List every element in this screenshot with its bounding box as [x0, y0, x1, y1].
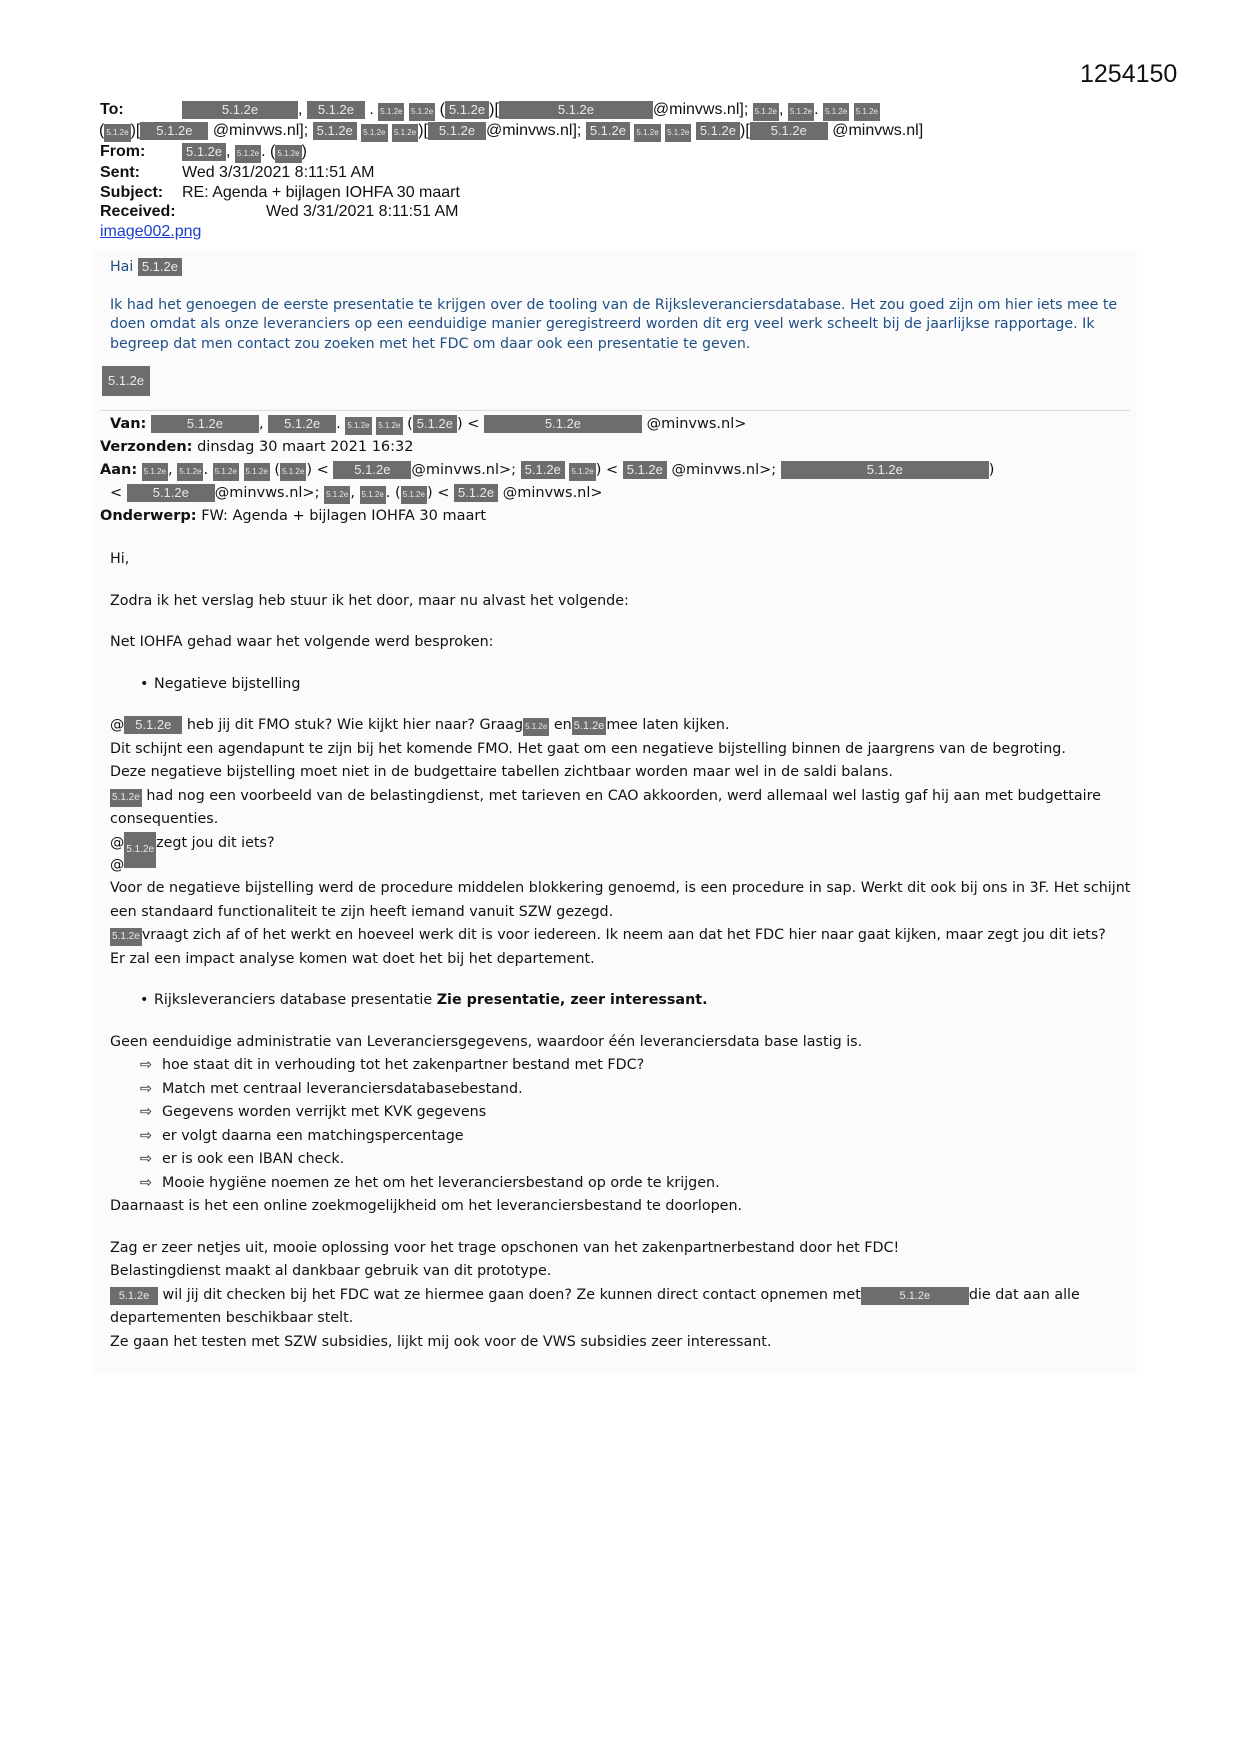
redaction: 5.1.2e: [124, 716, 182, 734]
redaction: 5.1.2e: [454, 484, 498, 502]
redaction: 5.1.2e: [345, 417, 371, 435]
bullet-item: • Rijksleveranciers database presentatie Zie presentatie, zeer interessant.: [110, 989, 1137, 1013]
email-domain: @minvws.nl]: [832, 122, 924, 139]
van-label: Van:: [110, 416, 147, 432]
redaction: 5.1.2e: [623, 461, 667, 479]
arrow-icon: ⇨: [140, 1104, 152, 1120]
redaction: 5.1.2e: [235, 145, 261, 163]
redaction: 5.1.2e: [753, 103, 779, 121]
signature-redaction: 5.1.2e: [102, 366, 150, 396]
message-body: [92, 250, 1137, 1374]
redaction: 5.1.2e: [244, 463, 270, 481]
sent-label: Sent:: [100, 164, 140, 181]
redaction: 5.1.2e: [854, 103, 880, 121]
redaction: 5.1.2e: [177, 463, 203, 481]
arrow-icon: ⇨: [140, 1080, 152, 1097]
redaction: 5.1.2e: [445, 101, 489, 119]
redaction: 5.1.2e: [333, 461, 411, 479]
redaction: 5.1.2e: [213, 463, 239, 481]
arrow-icon: ⇨: [140, 1127, 152, 1144]
redaction: 5.1.2e: [788, 103, 814, 121]
arrow-icon: ⇨: [140, 1151, 152, 1167]
arrow-icon: ⇨: [140, 1174, 152, 1191]
redaction: 5.1.2e: [378, 103, 404, 121]
email-domain: @minvws.nl>: [502, 485, 603, 501]
aan-label: Aan:: [100, 462, 138, 478]
saldi-text: Deze negatieve bijstelling moet niet in de budgettaire tabellen zichtbaar worden maar wel in de saldi balans.: [110, 764, 893, 780]
redaction: 5.1.2e: [182, 101, 298, 119]
email-domain: @minvws.nl];: [485, 122, 582, 139]
reply-section: [92, 258, 1137, 396]
redaction: 5.1.2e: [138, 258, 182, 276]
redaction: 5.1.2e: [142, 463, 168, 481]
redaction: 5.1.2e: [110, 928, 142, 946]
redaction: 5.1.2e: [182, 143, 226, 161]
arrow-item: ⇨ Mooie hygiëne noemen ze het om het leveranciersbestand op orde te krijgen.: [110, 1172, 1137, 1196]
arrow-item: ⇨ er is ook een IBAN check.: [110, 1148, 1137, 1172]
subject-row: [100, 183, 1140, 203]
intro-text: Zodra ik het verslag heb stuur ik het door, maar nu alvast het volgende:: [110, 592, 629, 609]
impact-text: Er zal een impact analyse komen wat doet het bij het departement.: [110, 950, 595, 967]
email-domain: @minvws.nl>;: [671, 462, 777, 478]
fmo-agenda-text: Dit schijnt een agendapunt te zijn bij het komende FMO. Het gaat om een negatieve bijstelling binnen de jaargrens van de begroting.: [110, 740, 1066, 757]
received-value: Wed 3/31/2021 8:11:51 AM: [266, 203, 459, 220]
redaction: 5.1.2e: [307, 101, 365, 119]
redaction: 5.1.2e: [110, 1287, 158, 1305]
bullet-item: • Negatieve bijstelling: [110, 673, 1137, 697]
redaction: 5.1.2e: [572, 717, 607, 735]
redaction: 5.1.2e: [104, 124, 130, 142]
sent-row: [100, 163, 1140, 183]
redaction: 5.1.2e: [484, 415, 642, 433]
email-domain: @minvws.nl>: [646, 416, 747, 432]
separator: [100, 410, 1130, 411]
redaction: 5.1.2e: [665, 124, 691, 142]
redaction: 5.1.2e: [428, 122, 486, 140]
belasting2-text: Belastingdienst maakt al dankbaar gebruik van dit prototype.: [110, 1263, 552, 1279]
document-number: 1254150: [1080, 60, 1178, 88]
greeting: Hai: [110, 259, 134, 275]
sent-value: Wed 3/31/2021 8:11:51 AM: [182, 164, 375, 181]
arrow-item: ⇨ Match met centraal leveranciersdatabasebestand.: [110, 1078, 1137, 1102]
redaction: 5.1.2e: [324, 486, 350, 504]
email-header: [100, 100, 1140, 241]
redaction: 5.1.2e: [521, 461, 565, 479]
received-label: Received:: [100, 203, 176, 220]
redaction: 5.1.2e: [413, 415, 457, 433]
testen-text: Ze gaan het testen met SZW subsidies, lijkt mij ook voor de VWS subsidies zeer interessant.: [110, 1333, 772, 1350]
redaction: 5.1.2e: [392, 124, 418, 142]
email-domain: @minvws.nl>;: [411, 462, 517, 478]
arrow-item: ⇨ Gegevens worden verrijkt met KVK gegevens: [110, 1101, 1137, 1125]
redaction: 5.1.2e: [750, 122, 828, 140]
redaction: 5.1.2e: [127, 484, 215, 502]
onderwerp-value: FW: Agenda + bijlagen IOHFA 30 maart: [201, 508, 487, 524]
email-domain: @minvws.nl>;: [214, 485, 320, 501]
redaction: 5.1.2e: [268, 415, 336, 433]
arrow-icon: ⇨: [140, 1057, 152, 1073]
forwarded-body: Hi, Zodra ik het verslag heb stuur ik het door, maar nu alvast het volgende: Net IOHFA gehad waar het volgende werd besproken: • Negatieve bijstelling @ 5.1.2e heb jij dit FMO stuk? Wie kijkt hier naar? Graag 5.1.2e en 5.1.2e mee laten kijken. Dit schijnt een agendapunt te zijn bij het komende FMO. Het gaat om een negatieve bijstelling binnen de jaargrens van de begroting. Deze negatieve bijstelling moet niet in de budgettaire tabellen zichtbaar worden maar wel in de saldi balans. 5.1.2e had nog een voorbeeld van de belastingdienst, met tarieven en CAO akkoorden, werd allemaal wel lastig gaf hij aan met budgettaire consequenties. @ 5.1.2e zegt jou dit iets? @ Voor de negatieve bijstelling werd de procedure middelen blokkering genoemd, is een procedure in sap. Werkt dit ook bij ons in 3F. Het schijnt een standaard functionaliteit te zijn heeft iemand vanuit SZW gezegd. 5.1.2e vraagt zich af of het werkt en hoeveel werk dit is voor iedereen. Ik neem aan dat het FDC hier naar gaat kijken, maar zegt jou dit iets? Er zal een impact analyse komen wat doet het bij het departement. • Rijksleveranciers database presentatie Zie presentatie, zeer interessant. Geen eenduidige administratie van Leveranciersgegevens, waardoor één leveranciersdata base lastig is. ⇨ hoe staat dit in verhouding tot het zakenpartner bestand met FDC? ⇨ Match met centraal leveranciersdatabasebestand. ⇨ Gegevens worden verrijkt met KVK gegevens ⇨ er volgt daarna een matchingspercentage ⇨ er is ook een IBAN check. ⇨ Mooie hygiëne noemen ze het om het leveranciersbestand op orde te krijgen. Daarnaast is het een online zoekmogelijkheid om het leveranciersbestand te doorlopen. Zag er zeer netjes uit, mooie oplossing voor het trage opschonen van het zakenpartnerbestand door het FDC! Belastingdienst maakt al dankbaar gebruik van dit prototype. 5.1.2e wil jij dit checken bij het FDC wat ze hiermee gaan doen? Ze kunnen direct contact opnemen met 5.1.2e die dat aan alle departementen beschikbaar stelt. Ze gaan het testen met SZW subsidies, lijkt mij ook voor de VWS subsidies zeer interessant.: [92, 548, 1137, 1354]
redaction: 5.1.2e: [586, 122, 630, 140]
redaction: 5.1.2e: [634, 124, 660, 142]
verzonden-label: Verzonden:: [100, 439, 193, 455]
redaction: 5.1.2e: [313, 122, 357, 140]
procedure-text: Voor de negatieve bijstelling werd de procedure middelen blokkering genoemd, is een procedure in sap. Werkt dit ook bij ons in 3F. Het schijnt een standaard functionaliteit te zijn heeft iemand vanuit SZW gezegd.: [110, 880, 1131, 920]
redaction: 5.1.2e: [569, 463, 595, 481]
to-label: To:: [100, 101, 124, 118]
redaction: 5.1.2e: [280, 463, 306, 481]
email-domain: @minvws.nl];: [212, 122, 309, 139]
from-label: From:: [100, 143, 146, 160]
reply-paragraph: Ik had het genoegen de eerste presentatie te krijgen over de tooling van de Rijksleveranciersdatabase. Het zou goed zijn om hier iets mee te doen omdat als onze leveranciers op een eenduidige manier geregistreerd worden dit erg veel werk scheelt bij de jaarlijkse rapportage. Ik begreep dat men contact zou zoeken met het FDC om daar ook een presentatie te geven.: [110, 296, 1118, 352]
zag-text: Zag er zeer netjes uit, mooie oplossing voor het trage opschonen van het zakenpartnerbestand door het FDC!: [110, 1239, 900, 1256]
redaction: 5.1.2e: [861, 1287, 969, 1305]
redaction: 5.1.2e: [696, 122, 740, 140]
redaction: 5.1.2e: [523, 718, 549, 736]
redaction: 5.1.2e: [275, 145, 301, 163]
to-row: To: 5.1.2e , 5.1.2e . 5.1.2e 5.1.2e ( 5.1.2e )[ 5.1.2e @minvws.nl]; 5.1.2e , 5.1.2e . 5.1.2e 5.1.2e: [100, 100, 1140, 121]
redaction: 5.1.2e: [110, 789, 142, 807]
attachment-row: [100, 222, 1140, 242]
attachment-link[interactable]: image002.png: [100, 222, 202, 240]
from-row: From: 5.1.2e , 5.1.2e . ( 5.1.2e ): [100, 142, 1140, 163]
arrow-item: ⇨ er volgt daarna een matchingspercentage: [110, 1125, 1137, 1149]
forwarded-header: Van: 5.1.2e , 5.1.2e . 5.1.2e 5.1.2e ( 5.1.2e ) < 5.1.2e @minvws.nl> Verzonden: dinsdag 30 maart 2021 16:32 Aan: 5.1.2e , 5.1.2e . 5.1.2e 5.1.2e ( 5.1.2e ) < 5.1.2e @minvws.nl>; 5.1.2e 5.1.2e ) < 5.1.2e @minvws.nl>; 5.1.2e ) < 5.1.2e @minvws.nl>; 5.1.2e , 5.1.2e . ( 5.1.2e ) < 5.1.2e @minvws.nl> Onderwerp: FW: Agenda + bijlagen IOHFA 30 maart: [100, 416, 995, 524]
to-row-continued: ( 5.1.2e )[ 5.1.2e @minvws.nl]; 5.1.2e 5.1.2e 5.1.2e )[ 5.1.2e @minvws.nl]; 5.1.2e 5.1.2e 5.1.2e 5.1.2e )[ 5.1.2e @minvws.nl]: [99, 121, 1140, 142]
redaction: 5.1.2e: [361, 124, 387, 142]
geen-text: Geen eenduidige administratie van Leveranciersgegevens, waardoor één leveranciersdata base lastig is.: [110, 1033, 863, 1050]
subject-value: RE: Agenda + bijlagen IOHFA 30 maart: [182, 183, 460, 201]
redaction: 5.1.2e: [499, 101, 653, 119]
daarnaast-text: Daarnaast is het een online zoekmogelijkheid om het leveranciersbestand te doorlopen.: [110, 1198, 743, 1214]
redaction: 5.1.2e: [823, 103, 849, 121]
subject-label: Subject:: [100, 183, 164, 201]
redaction: 5.1.2e: [151, 415, 259, 433]
received-row: [100, 202, 1140, 222]
verzonden-value: dinsdag 30 maart 2021 16:32: [197, 439, 414, 455]
discussed-text: Net IOHFA gehad waar het volgende werd besproken:: [110, 634, 494, 650]
redaction: 5.1.2e: [409, 103, 435, 121]
redaction: 5.1.2e: [140, 122, 208, 140]
hi-text: Hi,: [110, 551, 130, 567]
redaction: 5.1.2e: [360, 486, 386, 504]
redaction: 5.1.2e: [376, 417, 402, 435]
arrow-item: ⇨ hoe staat dit in verhouding tot het zakenpartner bestand met FDC?: [110, 1054, 1137, 1078]
redaction: 5.1.2e: [401, 486, 427, 504]
redaction: 5.1.2e: [781, 461, 989, 479]
email-domain: @minvws.nl];: [652, 101, 749, 118]
redaction: 5.1.2e: [124, 832, 156, 868]
onderwerp-label: Onderwerp:: [100, 508, 197, 524]
